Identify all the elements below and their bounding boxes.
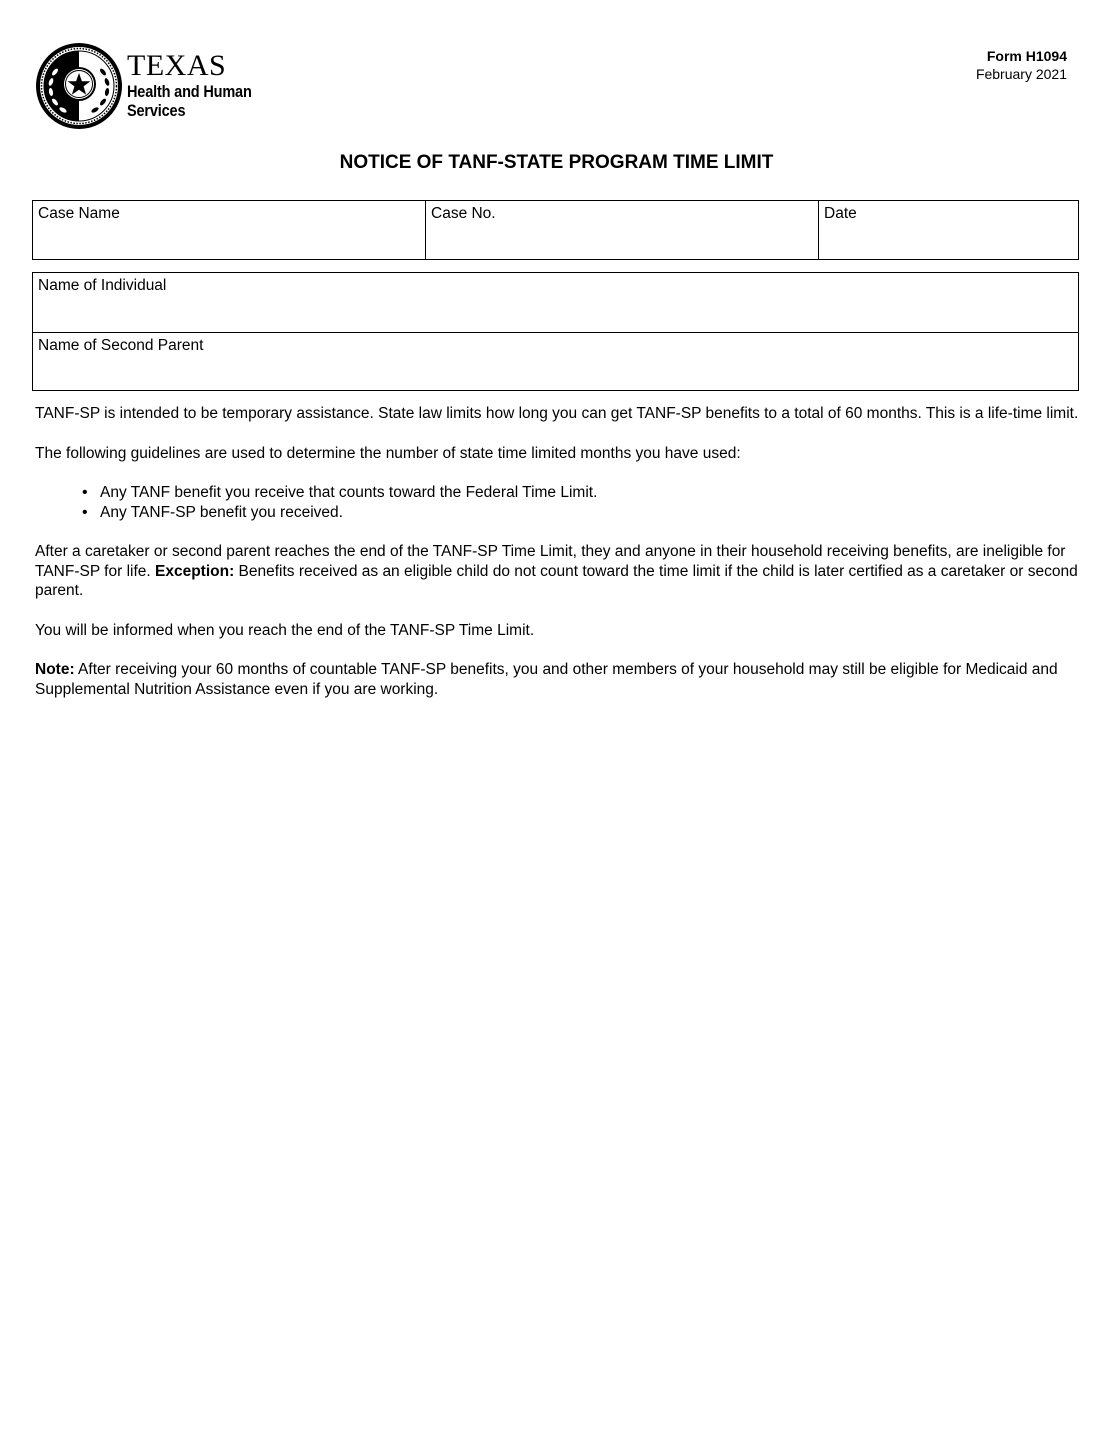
case-name-label: Case Name [38, 205, 120, 222]
note-text: After receiving your 60 months of countable TANF-SP benefits, you and other members of your household may still be eligible for Medicaid and Supplemental Nutrition Assistance even if you are working. [35, 661, 1058, 698]
date-field[interactable] [819, 201, 1078, 259]
form-date: February 2021 [975, 66, 1067, 82]
list-item: • Any TANF benefit you receive that counts toward the Federal Time Limit. [100, 483, 1080, 503]
date-label: Date [824, 205, 857, 222]
individual-name-label: Name of Individual [38, 277, 167, 294]
guidelines-paragraph: The following guidelines are used to determine the number of state time limited months you have used: [35, 444, 741, 462]
ineligibility-text: After a caretaker or second parent reaches the end of the TANF-SP Time Limit, they and anyone in their household receiving benefits, are ineligible for TANF-SP for life. [35, 543, 1066, 580]
texas-seal-icon [35, 42, 123, 130]
ineligibility-paragraph [35, 542, 1080, 601]
individual-name-field[interactable] [33, 273, 1078, 332]
form-identifier [976, 47, 1067, 83]
second-parent-name-label: Name of Second Parent [38, 337, 204, 354]
logo-texas-text: TEXAS [127, 48, 227, 82]
case-number-label: Case No. [431, 205, 496, 222]
exception-text: Benefits received as an eligible child do not count toward the time limit if the child is later certified as a caretaker or second parent. [35, 562, 1078, 599]
form-number: Form H1094 [986, 48, 1067, 64]
logo-agency-line1: Health and Human [127, 82, 252, 101]
hhs-logo [35, 42, 269, 130]
informed-paragraph: You will be informed when you reach the end of the TANF-SP Time Limit. [35, 621, 535, 639]
note-label: Note: [35, 661, 75, 678]
notice-body [35, 404, 1080, 719]
note-paragraph [35, 660, 1080, 699]
logo-agency-line2: Services [127, 102, 186, 120]
second-parent-name-field[interactable] [33, 332, 1078, 391]
individual-info-table [32, 272, 1079, 391]
intro-paragraph: TANF-SP is intended to be temporary assistance. State law limits how long you can get TANF-SP benefits to a total of 60 months. This is a life-time limit. [35, 405, 1079, 422]
page-title: NOTICE OF TANF-STATE PROGRAM TIME LIMIT [339, 152, 774, 173]
guidelines-list [35, 483, 1080, 522]
case-number-field[interactable] [426, 201, 819, 259]
exception-label: Exception: [155, 562, 235, 580]
list-item: • Any TANF-SP benefit you received. [100, 503, 1080, 523]
case-info-table [32, 200, 1079, 260]
case-name-field[interactable] [33, 201, 426, 259]
